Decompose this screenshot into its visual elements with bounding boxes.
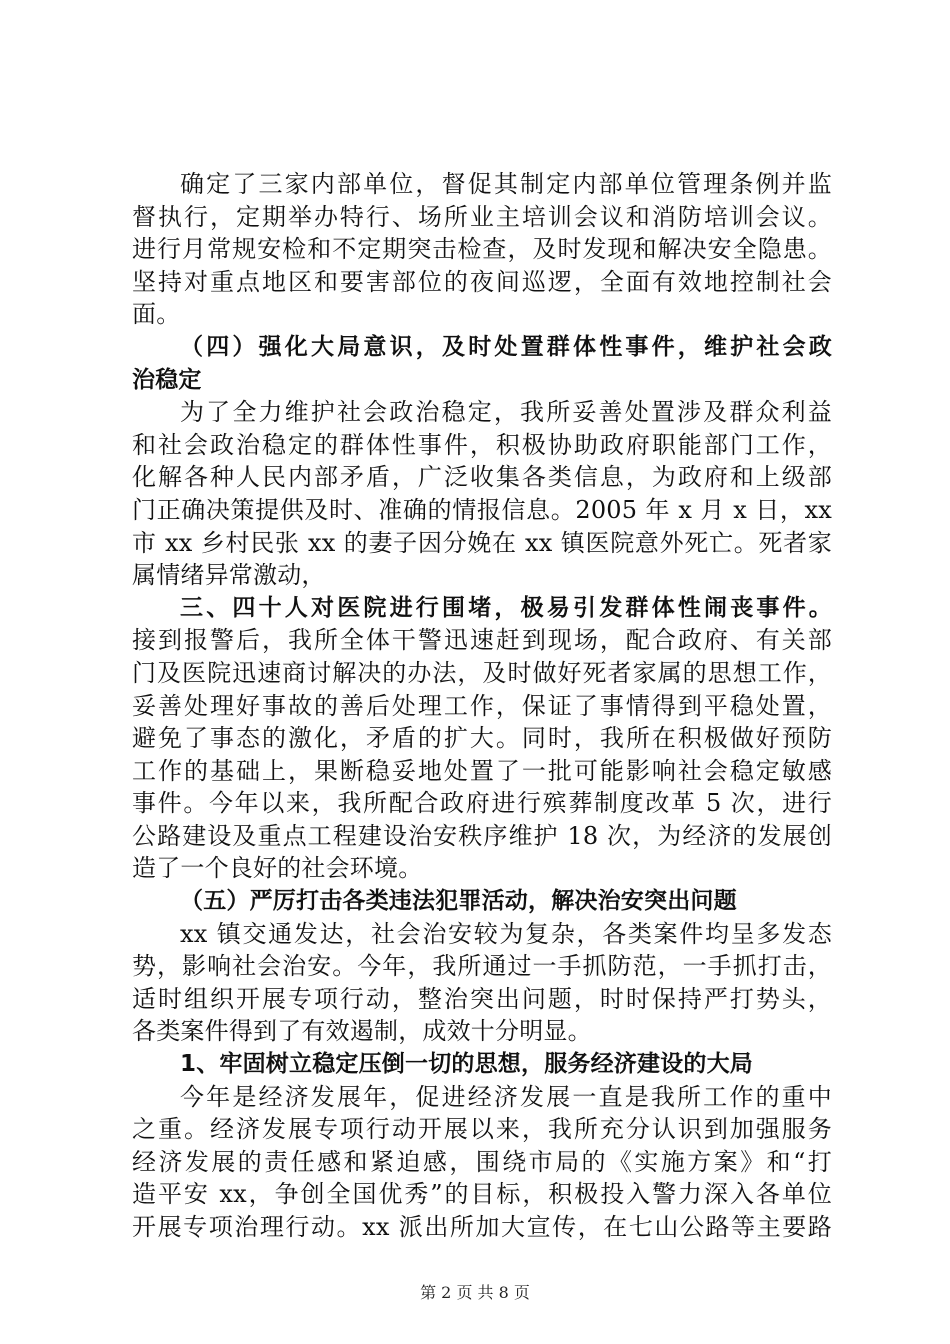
paragraph-line: 为了全力维护社会政治稳定，我所妥善处置涉及群众利益 <box>180 398 832 427</box>
paragraph-line: 市 xx 乡村民张 xx 的妻子因分娩在 xx 镇医院意外死亡。死者家 <box>132 528 832 557</box>
paragraph-line: 门及医院迅速商讨解决的办法，及时做好死者家属的思想工作， <box>132 658 832 687</box>
paragraph-line: 避免了事态的激化，矛盾的扩大。同时，我所在积极做好预防 <box>132 724 832 753</box>
paragraph-line: 各类案件得到了有效遏制，成效十分明显。 <box>132 1017 592 1046</box>
paragraph-line: 确定了三家内部单位，督促其制定内部单位管理条例并监 <box>180 170 832 198</box>
document-body <box>132 168 832 1244</box>
page-number-label: 第 2 页 共 8 页 <box>420 1283 530 1302</box>
paragraph-line: 公路建设及重点工程建设治安秩序维护 18 次，为经济的发展创 <box>132 821 832 850</box>
section-heading-line: 1、牢固树立稳定压倒一切的思想，服务经济建设的大局 <box>180 1051 754 1078</box>
paragraph-line: 今年是经济发展年，促进经济发展一直是我所工作的重中 <box>180 1082 832 1111</box>
paragraph-line: 面。 <box>132 300 181 329</box>
paragraph-line: 属情绪异常激动， <box>132 561 326 590</box>
paragraph-line: 化解各种人民内部矛盾，广泛收集各类信息，为政府和上级部 <box>132 463 832 492</box>
section-heading-line: （四）强化大局意识，及时处置群体性事件，维护社会政 <box>180 333 832 360</box>
paragraph-line: 督执行，定期举办特行、场所业主培训会议和消防培训会议。 <box>132 202 832 231</box>
paragraph-line: 接到报警后，我所全体干警迅速赶到现场，配合政府、有关部 <box>132 626 832 655</box>
paragraph-line: 和社会政治稳定的群体性事件，积极协助政府职能部门工作， <box>132 430 832 459</box>
paragraph-line: 适时组织开展专项行动，整治突出问题，时时保持严打势头， <box>132 984 832 1013</box>
section-heading-line: 三、四十人对医院进行围堵，极易引发群体性闹丧事件。 <box>180 594 832 621</box>
paragraph-line: 造平安 xx，争创全国优秀”的目标，积极投入警力深入各单位 <box>132 1180 832 1209</box>
paragraph-line: 进行月常规安检和不定期突击检查，及时发现和解决安全隐患。 <box>132 235 832 264</box>
paragraph-line: 妥善处理好事故的善后处理工作，保证了事情得到平稳处置， <box>132 691 832 720</box>
paragraph-line: 门正确决策提供及时、准确的情报信息。2005 年 x 月 x 日，xx <box>132 495 832 524</box>
paragraph-line: 开展专项治理行动。xx 派出所加大宣传，在七山公路等主要路 <box>132 1213 832 1241</box>
paragraph-line: 事件。今年以来，我所配合政府进行殡葬制度改革 5 次，进行 <box>132 789 832 818</box>
section-heading-line: 治稳定 <box>132 366 202 393</box>
paragraph-line: xx 镇交通发达，社会治安较为复杂，各类案件均呈多发态 <box>180 919 832 948</box>
paragraph-line: 势，影响社会治安。今年，我所通过一手抓防范，一手抓打击， <box>132 952 832 981</box>
paragraph-line: 经济发展的责任感和紧迫感，围绕市局的《实施方案》和“打 <box>132 1147 832 1176</box>
paragraph-line: 造了一个良好的社会环境。 <box>132 854 423 883</box>
page-footer <box>0 1280 950 1303</box>
paragraph-line: 之重。经济发展专项行动开展以来，我所充分认识到加强服务 <box>132 1115 832 1144</box>
paragraph-line: 工作的基础上，果断稳妥地处置了一批可能影响社会稳定敏感 <box>132 756 832 785</box>
paragraph-line: 坚持对重点地区和要害部位的夜间巡逻，全面有效地控制社会 <box>132 267 832 296</box>
section-heading-line: （五）严厉打击各类违法犯罪活动，解决治安突出问题 <box>180 888 737 915</box>
